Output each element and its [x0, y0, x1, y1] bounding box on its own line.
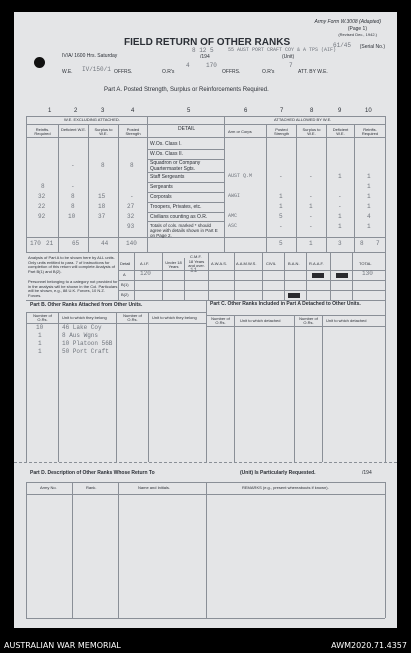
total-cell: 5 — [279, 240, 283, 247]
part-d-date: /194 — [362, 470, 372, 476]
part-a-title: Part A. Posted Strength, Surplus or Reinforcements Required. — [104, 87, 269, 93]
right-head-arm: Arm or Corps — [228, 129, 252, 134]
table-cell: 1 — [367, 193, 371, 200]
serial-number-label: (Serial No.) — [359, 44, 385, 50]
analysis-head: B.A.N. — [288, 261, 300, 266]
hours-line: IV/A/ 1600 Hrs. Saturday — [62, 53, 118, 59]
table-cell: 5 — [279, 213, 283, 220]
table-cell: 4 — [367, 213, 371, 220]
we-excluding-attached-header: W.E. EXCLUDING ATTACHED. — [64, 117, 120, 122]
part-d-head: REMARKS (e.g., present whereabouts if known). — [242, 485, 329, 490]
table-cell: - — [130, 193, 134, 200]
analysis-head: R.A.A.F. — [309, 261, 324, 266]
unit-name-value: 55 AUST PORT CRAFT COY & A TPS (AIF) — [228, 47, 337, 53]
table-cell: 37 — [98, 213, 106, 220]
part-c-head: Number of O.Rs. — [299, 316, 318, 325]
analysis-note: Analysis of Part A to be shown here by ALL units. Only units entitled to para. 7 of Instructions for completion of this return will complete Analysis of Part B(1) and B(2). — [28, 255, 115, 274]
we-value: IV/150/1 — [82, 66, 111, 73]
detail-header: DETAIL — [178, 126, 196, 132]
analysis-head: A.A.M.W.S. — [236, 261, 257, 266]
table-cell: - — [71, 183, 75, 190]
table-cell: - — [338, 203, 342, 210]
table-cell: 1 — [309, 203, 313, 210]
analysis-cell: 11 — [190, 267, 198, 274]
part-d-title-2: (Unit) Is Particularly Requested. — [240, 470, 316, 476]
right-head-posted: Posted Strength — [273, 127, 290, 136]
table-cell: - — [338, 193, 342, 200]
table-cell: 1 — [338, 213, 342, 220]
analysis-head: CIVIL — [266, 261, 277, 266]
page-title: FIELD RETURN OF OTHER RANKS — [124, 37, 291, 48]
plus-ors-value: 7 — [289, 62, 293, 69]
detail-row: Totals of cols. marked * should agree with details shown in Part E on Page 2. — [150, 223, 218, 239]
table-cell: - — [309, 193, 313, 200]
table-cell: 8 — [130, 162, 134, 169]
offrs-label: OFFRS. — [114, 69, 133, 75]
total-cell: 1 — [309, 240, 313, 247]
detail-row: W.Os. Class II. — [150, 151, 184, 157]
table-cell: 92 — [38, 213, 46, 220]
total-cell: 65 — [72, 240, 80, 247]
list-item: 8 Aus Wgns — [62, 332, 99, 339]
blacked-out-cell — [288, 293, 300, 298]
analysis-row-label: B(2) — [121, 292, 129, 297]
table-cell: 1 — [367, 203, 371, 210]
total-cell: 3 — [338, 240, 342, 247]
table-cell: - — [309, 213, 313, 220]
detail-row: W.Os. Class I. — [150, 141, 182, 147]
att-by-we-label: ATT. BY W.E. — [298, 69, 328, 75]
table-cell: 93 — [127, 223, 135, 230]
footer-right: AWM2020.71.4357 — [331, 641, 407, 650]
table-cell: - — [309, 173, 313, 180]
table-cell: - — [71, 162, 75, 169]
footer-left: AUSTRALIAN WAR MEMORIAL — [4, 641, 121, 650]
list-item: 1 — [38, 348, 42, 355]
analysis-row-label: B(1) — [121, 282, 129, 287]
ors-label: O.R's — [162, 69, 175, 75]
analysis-detail-label: Detail — [120, 261, 131, 266]
table-cell: 8 — [71, 193, 75, 200]
table-cell: 1 — [367, 173, 371, 180]
analysis-head: 18 Years and over. — [188, 259, 205, 268]
analysis-note-2: Personnel belonging to a category not provided for in the analysis will be shown in the Col. Particulars will be shown, e.g., 88 U.K. Forces, 10 N.Z. Forces. — [28, 279, 118, 298]
table-cell: 1 — [367, 183, 371, 190]
table-cell: 1 — [338, 173, 342, 180]
part-b-head: Number of O.Rs. — [33, 313, 52, 322]
total-cell: 21 — [46, 240, 54, 247]
table-cell: 8 — [41, 183, 45, 190]
plus-ors-label: O.R's — [262, 69, 275, 75]
part-d-head: Army No. — [40, 485, 57, 490]
table-cell: AUST Q.M — [228, 173, 253, 179]
total-cell: 7 — [376, 240, 380, 247]
list-item: 10 Platoon 56B — [62, 340, 113, 347]
part-d-head: Name and Initials. — [138, 485, 171, 490]
part-c-head: Unit to which detached — [326, 318, 367, 323]
part-c-head: Unit to which detached — [240, 318, 281, 323]
right-head-reinfts: Reinfts. Required — [361, 127, 379, 136]
detail-row: Corporals — [150, 194, 172, 200]
unit-label: (Unit) — [282, 54, 295, 60]
detail-row: Troopers, Privates, etc. — [150, 204, 202, 210]
form-page-number: (Page 1) — [347, 26, 367, 32]
part-b-head: Number of O.Rs. — [123, 313, 142, 322]
perforation-line — [14, 462, 397, 463]
table-cell: - — [279, 173, 283, 180]
detail-row: Staff Sergeants — [150, 174, 185, 180]
part-d-head: Rank. — [86, 485, 97, 490]
attached-allowed-header: ATTACHED ALLOWED BY W.E. — [274, 117, 332, 122]
right-head-deficient: Deficient W.E. — [332, 127, 349, 136]
list-item: 46 Lake Coy — [62, 324, 102, 331]
table-cell: 32 — [127, 213, 135, 220]
part-b-head: Unit to which they belong — [62, 315, 107, 320]
plus-offrs-label: OFFRS. — [222, 69, 241, 75]
date-stamp: 8 12 5 — [192, 47, 214, 54]
table-cell: AMC — [228, 213, 238, 219]
table-cell: 18 — [98, 203, 106, 210]
left-head-reinfts: Reinfts. Required — [34, 127, 51, 136]
analysis-cell: 120 — [140, 270, 151, 277]
list-item: 50 Port Craft — [62, 348, 109, 355]
table-cell: 1 — [367, 223, 371, 230]
table-cell: 32 — [38, 193, 46, 200]
detail-row: Squadron or Company Quartermaster Sgts. — [150, 160, 201, 172]
table-cell: 27 — [127, 203, 135, 210]
analysis-head: TOTAL — [359, 261, 372, 266]
blacked-out-cell — [312, 273, 324, 278]
total-cell: 8 — [360, 240, 364, 247]
left-head-deficient: Deficient W.E. — [60, 127, 87, 132]
analysis-head: Under 18 Years — [165, 260, 182, 269]
offrs-value: 4 — [186, 62, 190, 69]
total-cell: 140 — [126, 240, 137, 247]
table-cell: 8 — [101, 162, 105, 169]
right-head-surplus: Surplus to W.E. — [302, 127, 321, 136]
left-head-posted: Posted Strength — [125, 127, 141, 136]
ors-value: 170 — [206, 62, 217, 69]
detail-row: Sergeants — [150, 184, 173, 190]
table-cell: - — [309, 223, 313, 230]
table-cell: 22 — [38, 203, 46, 210]
part-b-title: Part B. Other Ranks Attached from Other Units. — [30, 302, 143, 308]
part-d-title: Part D. Description of Other Ranks Whose Return To — [30, 470, 155, 476]
detail-row: Civilians counting as O.R. — [150, 214, 208, 220]
list-item: 10 — [36, 324, 44, 331]
we-label: W.E. — [62, 69, 73, 75]
form-page: Army Form W.3008 (Adapted) (Page 1) (Revised Dec., 1942.) FIELD RETURN OF OTHER RANKS 61/45 (Serial No.) IV/A/ 1600 Hrs. Saturday 8 12 5 /194 55 AUST PORT CRAFT COY & A TPS (AIF) (Unit) W.E. IV/150/1 OFFRS. 4 O.R's 170 OFFRS. O.R's 7 ATT. BY W.E. Part A. Posted Strength, Surplus or Reinforcements Required. 1 2 3 4 5 6 7 8 9 10 W.E. EXCLUDING ATTACHED. ATTACHED ALLOWED BY W.E. DETAIL Reinfts. Required Deficient W.E. Surplus to W.E. Posted Strength Arm or Corps Posted Strength Surplus to W.E. Deficient W.E. Reinfts. Required W.Os. Class I. W.Os. Class II. Squadron or Company Quartermaster Sgts. Staff Sergeants Sergeants Corporals Troopers, Privates, etc. Civilians counting as O.R. Totals of cols. marked * should agree with details shown in Part E on Page 2. - 8 8 8 - 32 8 15 - 22 8 18 27 92 10 37 32 93 AUST Q.M - - 1 1 1 AWGI 1 - - 1 1 1 - 1 AMC 5 - 1 4 ASC - - 1 1 170 21 65 44 140 5 1 3 8 7 Analysis of Part A to be shown here by ALL units. Only units entitled to para. 7 of Instructions for completion of this return will complete Analysis of Part B(1) and B(2). Personnel belonging to a category not provided for in the analysis will be shown in the Col. Particulars will be shown, e.g., 88 U.K. Forces, 10 N.Z. Forces. Detail C.M.F. A.I.F. Under 18 Years 18 Years and over. A.W.A.S. A.A.M.W.S. CIVIL B.A.N. R.A.A.F. TOTAL A B(1) B(2) 120 11 130 Part B. Other Ranks Attached from Other Units. Number of O.Rs. Unit to which they belong Number of O.Rs. Unit to which they belong 10 46 Lake Coy 1 8 Aus Wgns 1 10 Platoon 56B 1 50 Port Craft Part C. Other Ranks Included in Part A Detached to Other Units. Number of O.Rs. Unit to which detached Number of O.Rs. Unit to which detached Part D. Description of Other Ranks Whose Return To (Unit) Is Particularly Requested. /194 Army No. Rank. Name and Initials. REMARKS (e.g., present whereabouts if known). — [14, 12, 397, 628]
analysis-head: A.W.A.S. — [211, 261, 228, 266]
blacked-out-cell — [336, 273, 348, 278]
table-cell: - — [279, 223, 283, 230]
table-cell: AWGI — [228, 193, 241, 199]
form-revised: (Revised Dec., 1942.) — [338, 32, 377, 37]
table-cell: ASC — [228, 223, 238, 229]
left-head-surplus: Surplus to W.E. — [94, 127, 113, 136]
punch-hole — [34, 57, 45, 68]
total-cell: 44 — [101, 240, 109, 247]
table-cell: 8 — [71, 203, 75, 210]
analysis-cmf-label: C.M.F. — [190, 254, 202, 259]
total-cell: 170 — [30, 240, 41, 247]
year-label: /194 — [200, 54, 210, 60]
table-cell: 1 — [279, 203, 283, 210]
table-cell: 1 — [279, 193, 283, 200]
list-item: 1 — [38, 332, 42, 339]
part-c-head: Number of O.Rs. — [211, 316, 230, 325]
analysis-cell: 130 — [362, 270, 373, 277]
form-reference: Army Form W.3008 (Adapted) — [314, 19, 381, 25]
analysis-row-label: A — [123, 272, 126, 277]
table-cell: 10 — [68, 213, 76, 220]
serial-number-value: 61/45 — [332, 42, 351, 49]
analysis-head: A.I.F. — [140, 261, 150, 266]
table-cell: 15 — [98, 193, 106, 200]
part-b-head: Unit to which they belong — [152, 315, 197, 320]
part-c-title: Part C. Other Ranks Included in Part A Detached to Other Units. — [210, 301, 361, 307]
list-item: 1 — [38, 340, 42, 347]
table-cell: 1 — [338, 223, 342, 230]
